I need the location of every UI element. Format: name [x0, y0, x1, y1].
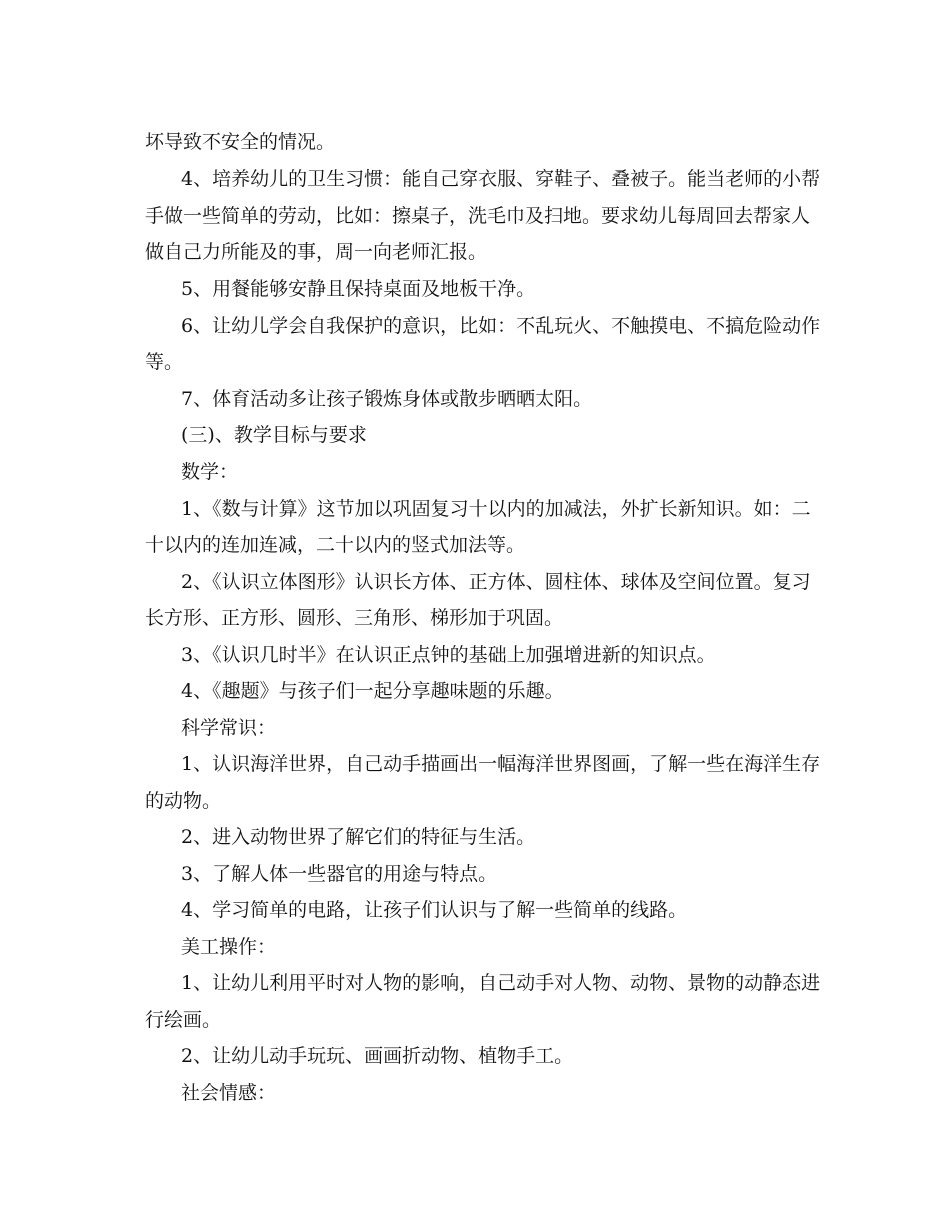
text-line: 6、让幼儿学会自我保护的意识，比如：不乱玩火、不触摸电、不搞危险动作 — [181, 315, 821, 337]
text-line: 2、《认识立体图形》认识长方体、正方体、圆柱体、球体及空间位置。复习 — [181, 571, 811, 593]
text-line: 做自己力所能及的事，周一向老师汇报。 — [145, 241, 488, 263]
text-line: 长方形、正方形、圆形、三角形、梯形加于巩固。 — [145, 607, 564, 629]
text-line: 坏导致不安全的情况。 — [145, 131, 336, 153]
text-line: 7、体育活动多让孩子锻炼身体或散步晒晒太阳。 — [181, 388, 593, 410]
text-line: 1、《数与计算》这节加以巩固复习十以内的加减法，外扩长新知识。如：二 — [181, 498, 811, 520]
text-line: 1、让幼儿利用平时对人物的影响，自己动手对人物、动物、景物的动静态进 — [181, 972, 821, 994]
text-line: 手做一些简单的劳动，比如：擦桌子，洗毛巾及扫地。要求幼儿每周回去帮家人 — [145, 205, 811, 227]
subject-heading: 社会情感： — [181, 1082, 277, 1104]
text-line: 4、《趣题》与孩子们一起分享趣味题的乐趣。 — [181, 680, 564, 702]
section-heading: (三)、教学目标与要求 — [181, 424, 367, 446]
text-line: 5、用餐能够安静且保持桌面及地板干净。 — [181, 278, 536, 300]
text-line: 3、《认识几时半》在认识正点钟的基础上加强增进新的知识点。 — [181, 644, 716, 666]
subject-heading: 数学： — [181, 461, 239, 483]
text-line: 等。 — [145, 351, 184, 373]
text-line: 4、培养幼儿的卫生习惯：能自己穿衣服、穿鞋子、叠被子。能当老师的小帮 — [181, 168, 821, 190]
subject-heading: 美工操作： — [181, 936, 277, 958]
text-line: 3、了解人体一些器官的用途与特点。 — [181, 863, 498, 885]
text-line: 4、学习简单的电路，让孩子们认识与了解一些简单的线路。 — [181, 899, 688, 921]
subject-heading: 科学常识： — [181, 717, 277, 739]
text-line: 1、认识海洋世界，自己动手描画出一幅海洋世界图画，了解一些在海洋生存 — [181, 753, 821, 775]
text-line: 2、让幼儿动手玩玩、画画折动物、植物手工。 — [181, 1045, 574, 1067]
text-line: 十以内的连加连减，二十以内的竖式加法等。 — [145, 534, 526, 556]
text-line: 行绘画。 — [145, 1009, 222, 1031]
text-line: 的动物。 — [145, 790, 222, 812]
text-line: 2、进入动物世界了解它们的特征与生活。 — [181, 826, 536, 848]
